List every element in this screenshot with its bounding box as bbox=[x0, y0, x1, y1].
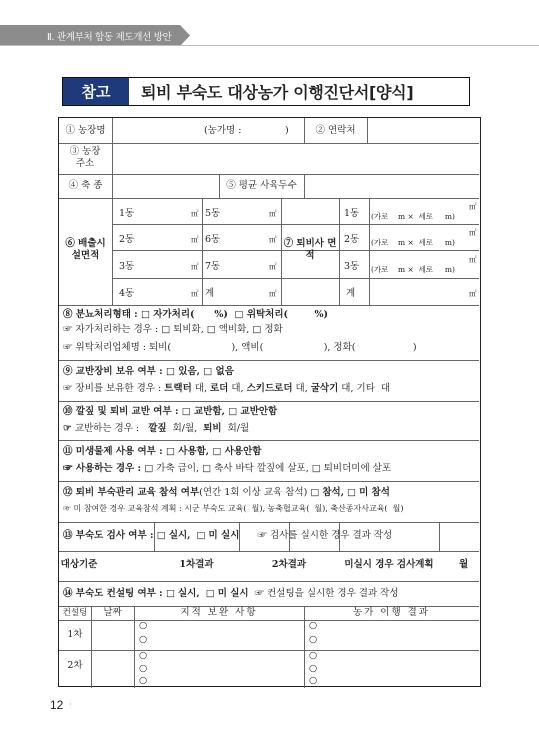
building-6: 6동 bbox=[205, 234, 221, 245]
microbe-options: □ 가축 급이, □ 축사 바닥 깔짚에 살포, □ 퇴비더미에 살포 bbox=[144, 463, 392, 474]
equipment-prefix: ☞ 장비를 보유한 경우 : bbox=[63, 383, 165, 394]
have-label: 있음, bbox=[178, 366, 200, 377]
dims-2: (가로 m × 세로 m) bbox=[371, 238, 455, 247]
consign-close: ) bbox=[412, 342, 417, 353]
checkbox[interactable]: □ bbox=[156, 530, 166, 541]
bedding-label: 깔짚 bbox=[148, 423, 167, 434]
absent-label: 미 참석 bbox=[359, 487, 390, 498]
microbe-detail bbox=[63, 463, 391, 475]
microbe-use-label: 사용하는 경우 : bbox=[75, 463, 145, 474]
result-bullet: ○ bbox=[309, 634, 318, 645]
building-total: 계 bbox=[205, 288, 215, 299]
finding-bullet: ○ bbox=[139, 650, 148, 661]
consign-company-line bbox=[63, 342, 417, 354]
done-label: 실시, bbox=[177, 588, 200, 599]
not-done-label: 미 실시 bbox=[208, 530, 240, 541]
attend-label: 참석, bbox=[322, 487, 345, 498]
percent-unit: %) bbox=[314, 309, 329, 320]
consulting-title bbox=[63, 588, 399, 600]
unit-text: 대, bbox=[292, 383, 311, 394]
result-bullet: ○ bbox=[309, 663, 318, 674]
education-plan: ☞ 미 참여한 경우 교육참석 계획 : 시군 부숙도 교육( 월), 농축협교육( 월), 축산종자사교육( 월) bbox=[63, 504, 404, 513]
checkbox[interactable]: □ bbox=[310, 487, 320, 498]
page-number: 12 bbox=[50, 698, 64, 712]
consulting-label: ⑭ 부숙도 컨설팅 여부 : bbox=[63, 588, 166, 599]
manure-type-label: ⑧ 분뇨처리형태 : bbox=[63, 309, 141, 320]
farm-owner-close: ) bbox=[285, 125, 289, 136]
skid-loader-label: 스키드로더 bbox=[246, 383, 293, 394]
manure-type-title bbox=[63, 309, 328, 321]
maturity-test-title bbox=[63, 530, 392, 542]
unit-m2: ㎡ bbox=[469, 228, 477, 237]
tractor-label: 트랙터 bbox=[164, 383, 192, 394]
stir-prefix: 교반하는 경우 : bbox=[74, 423, 149, 434]
checkbox[interactable]: □ bbox=[234, 309, 244, 320]
equipment-title bbox=[63, 366, 234, 378]
building-3: 3동 bbox=[119, 261, 135, 272]
farm-address-label: ③ 농장 주소 bbox=[69, 146, 101, 170]
date-col: 날짜 bbox=[103, 607, 122, 618]
maturity-test-label: ⑬ 부숙도 검사 여부 : bbox=[63, 530, 157, 541]
compost-3: 3동 bbox=[344, 261, 360, 272]
test-note: ☞ 검사를 실시한 경우 결과 작성 bbox=[257, 530, 393, 541]
compost-area-label: ⑦ 퇴비사 면적 bbox=[283, 238, 337, 262]
education-note: (연간 1회 이상 교육 참석) bbox=[199, 487, 311, 498]
header-divider bbox=[0, 45, 539, 46]
microbe-label: ⑪ 미생물제 사용 여부 : bbox=[63, 446, 166, 457]
second-consult: 2차 bbox=[67, 660, 83, 671]
plan-month: 월 bbox=[459, 559, 469, 570]
result-bullet: ○ bbox=[309, 650, 318, 661]
education-label: ⑫ 퇴비 부숙관리 교육 참석 여부 bbox=[63, 487, 200, 498]
unit-m2: ㎡ bbox=[269, 262, 277, 271]
farm-owner-hint: (농가명 : bbox=[204, 125, 242, 136]
unit-text: 대, bbox=[191, 383, 210, 394]
excavator-label: 굴삭기 bbox=[310, 383, 339, 394]
none-label: 없음 bbox=[215, 366, 234, 377]
test-plan: 미실시 경우 검사계획 bbox=[344, 559, 434, 570]
unit-m2: ㎡ bbox=[191, 289, 199, 298]
document-title: 퇴비 부숙도 대상농가 이행진단서[양식] bbox=[141, 83, 414, 102]
equipment-detail bbox=[63, 383, 390, 395]
stir-yes: 교반함, bbox=[194, 406, 225, 417]
finding-bullet: ○ bbox=[139, 634, 148, 645]
finding-bullet: ○ bbox=[139, 663, 148, 674]
checkbox[interactable]: □ bbox=[165, 588, 175, 599]
compost-1: 1동 bbox=[344, 208, 360, 219]
checkbox[interactable]: □ bbox=[196, 530, 206, 541]
finding-bullet: ○ bbox=[139, 620, 148, 631]
loader-label: 로더 bbox=[210, 383, 229, 394]
building-2: 2동 bbox=[119, 234, 135, 245]
freq-text: 회/월 bbox=[221, 423, 250, 434]
checkbox[interactable]: □ bbox=[141, 309, 150, 320]
unit-m2: ㎡ bbox=[191, 262, 199, 271]
consulting-note: ☞ 컨설팅을 실시한 경우 결과 작성 bbox=[254, 588, 399, 599]
building-7: 7동 bbox=[205, 261, 221, 272]
diagnosis-form bbox=[58, 117, 481, 687]
done-label: 실시, bbox=[168, 530, 191, 541]
pointer-icon: ☞ bbox=[63, 463, 76, 474]
checkbox[interactable]: □ bbox=[165, 446, 175, 457]
unit-m2: ㎡ bbox=[269, 235, 277, 244]
percent-unit: %) bbox=[214, 309, 228, 320]
self-treatment-options: ☞ 자가처리하는 경우 : □ 퇴비화, □ 액비화, □ 정화 bbox=[63, 324, 283, 335]
use-yes: 사용함, bbox=[178, 446, 210, 457]
livestock-label: ④ 축 종 bbox=[68, 180, 103, 191]
unit-m2: ㎡ bbox=[269, 209, 277, 218]
findings-col: 지적 보완 사항 bbox=[180, 607, 258, 618]
contact-label: ② 연락처 bbox=[315, 125, 356, 136]
building-5: 5동 bbox=[205, 208, 221, 219]
compost-total: 계 bbox=[346, 288, 356, 299]
consign-liquid: ), 액비( bbox=[231, 342, 264, 353]
checkbox[interactable]: □ bbox=[228, 406, 238, 417]
consign-treatment-label: 위탁처리( bbox=[246, 309, 289, 320]
equipment-label: ⑨ 교반장비 보유 여부 : bbox=[63, 366, 166, 377]
stir-detail bbox=[63, 423, 249, 435]
checkbox[interactable]: □ bbox=[203, 366, 213, 377]
consign-compost: ☞ 위탁처리업체명 : 퇴비( bbox=[63, 342, 172, 353]
unit-m2: ㎡ bbox=[469, 202, 477, 211]
unit-text: 대, 기타 대 bbox=[338, 383, 391, 394]
unit-m2: ㎡ bbox=[469, 255, 477, 264]
unit-text: 대, bbox=[228, 383, 247, 394]
result-bullet: ○ bbox=[309, 675, 318, 686]
checkbox[interactable]: □ bbox=[165, 366, 175, 377]
second-result: 2차결과 bbox=[271, 559, 307, 570]
education-title bbox=[63, 487, 390, 499]
first-consult: 1차 bbox=[67, 629, 83, 640]
result-bullet: ○ bbox=[309, 620, 318, 631]
consult-col: 컨설팅 bbox=[62, 608, 88, 618]
first-result: 1차결과 bbox=[179, 559, 214, 570]
pointer-icon: ☞ bbox=[63, 423, 75, 434]
compost-label: 퇴비 bbox=[203, 423, 222, 434]
checkbox[interactable]: □ bbox=[205, 588, 215, 599]
dims-1: (가로 m × 세로 m) bbox=[371, 212, 455, 221]
checkbox[interactable]: □ bbox=[181, 406, 191, 417]
facility-area-label: ⑥ 배출시설면적 bbox=[65, 238, 106, 262]
dims-3: (가로 m × 세로 m) bbox=[371, 265, 455, 274]
stir-title bbox=[63, 406, 277, 418]
use-no: 사용안함 bbox=[224, 446, 262, 457]
checkbox[interactable]: □ bbox=[212, 446, 222, 457]
self-treatment-label: 자가처리( bbox=[153, 309, 195, 320]
title-box bbox=[62, 77, 470, 106]
building-4: 4동 bbox=[119, 288, 135, 299]
not-done-label: 미 실시 bbox=[217, 588, 249, 599]
freq-text: 회/월, bbox=[166, 423, 204, 434]
target-criteria: 대상기준 bbox=[60, 559, 98, 570]
farm-name-label: ① 농장명 bbox=[65, 125, 106, 136]
unit-m2: ㎡ bbox=[191, 235, 199, 244]
checkbox[interactable]: □ bbox=[347, 487, 357, 498]
section-header-text: Ⅱ. 관계부처 합동 제도개선 방안 bbox=[47, 32, 172, 43]
reference-badge: 참고 bbox=[63, 78, 129, 105]
avg-count-label: ⑤ 평균 사육두수 bbox=[226, 180, 297, 191]
unit-m2: ㎡ bbox=[191, 209, 199, 218]
compost-2: 2동 bbox=[344, 234, 360, 245]
consign-purify: ), 정화( bbox=[323, 342, 356, 353]
microbe-title bbox=[63, 446, 261, 458]
building-1: 1동 bbox=[119, 208, 135, 219]
unit-m2: ㎡ bbox=[269, 289, 277, 298]
stir-label: ⑩ 깔짚 및 퇴비 교반 여부 : bbox=[63, 406, 182, 417]
page-dot: · bbox=[69, 700, 72, 709]
stir-no: 교반안함 bbox=[240, 406, 278, 417]
result-col: 농가 이행 결과 bbox=[352, 607, 431, 618]
finding-bullet: ○ bbox=[139, 675, 148, 686]
unit-m2: ㎡ bbox=[469, 289, 477, 298]
